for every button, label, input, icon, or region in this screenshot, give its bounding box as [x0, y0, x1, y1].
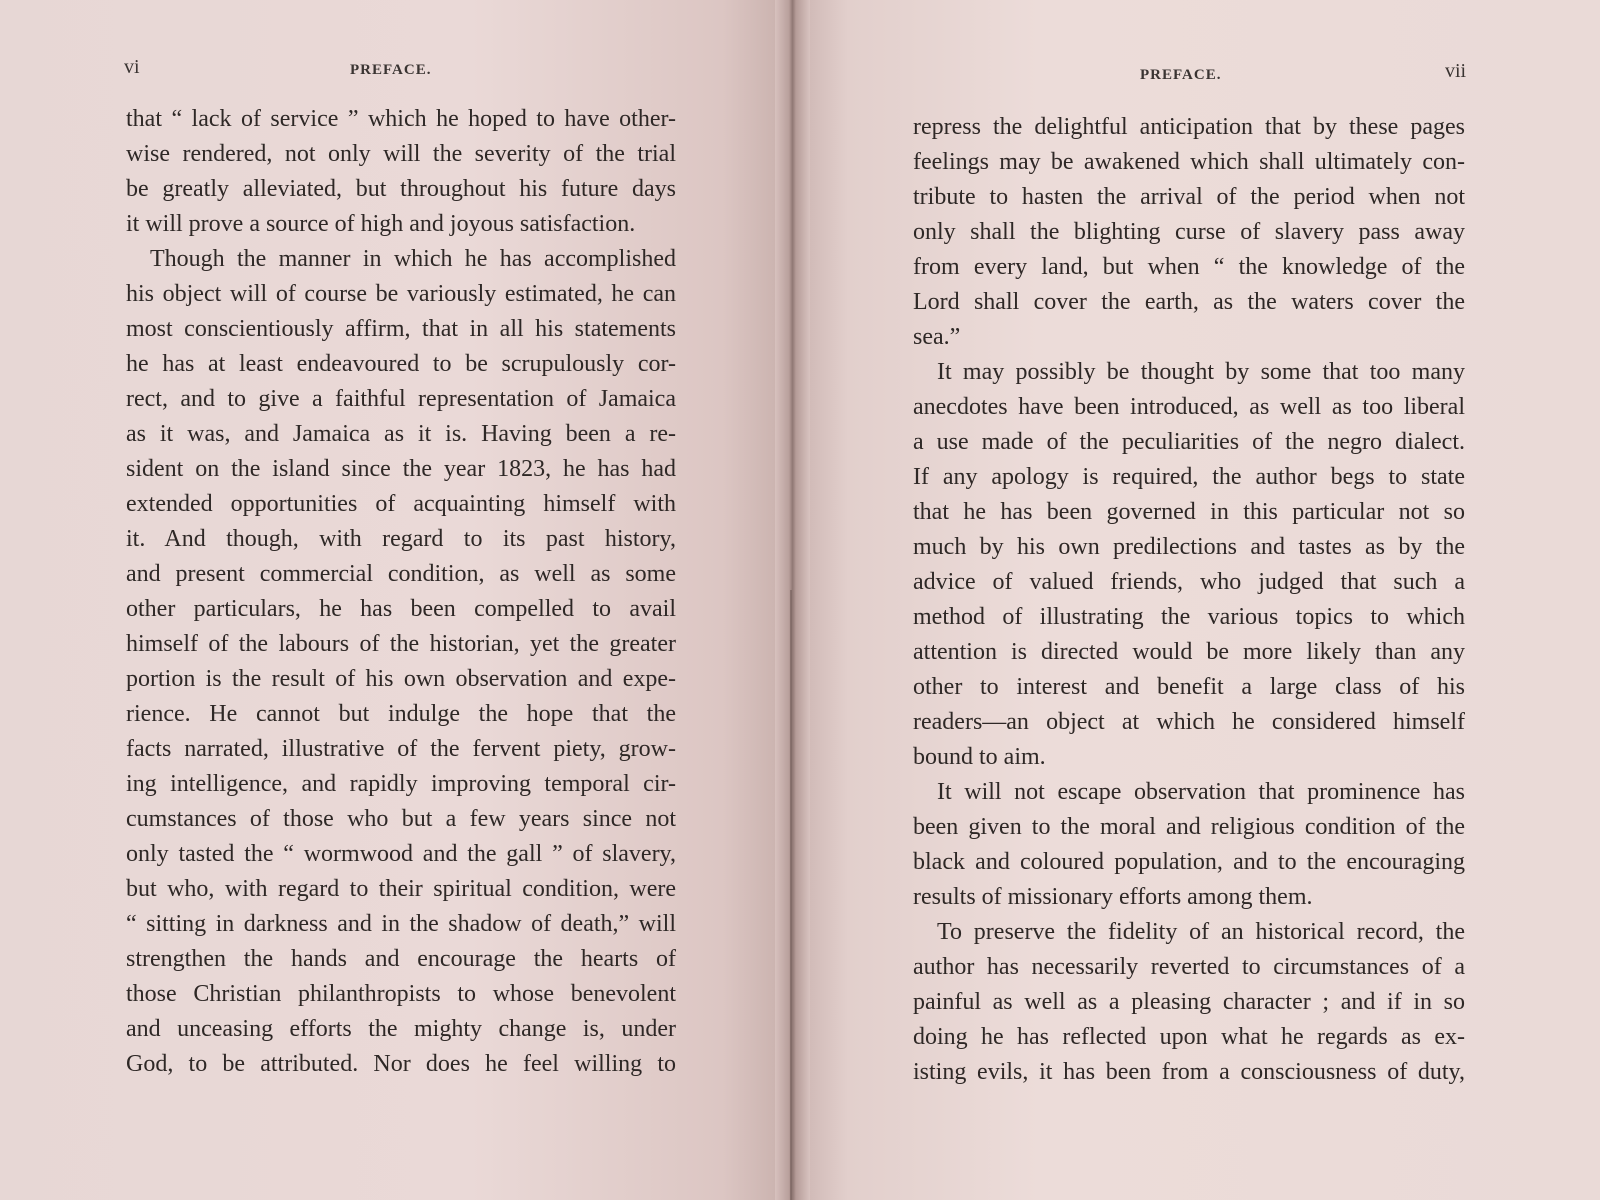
- text-line: his object will of course be variously estimated, he can: [126, 281, 676, 307]
- right-page: [800, 0, 1600, 1200]
- text-line: It will not escape observation that prominence has: [937, 779, 1465, 805]
- text-line: only tasted the “ wormwood and the gall ” of slavery,: [126, 841, 676, 867]
- text-line: most conscientiously affirm, that in all his statements: [126, 316, 676, 342]
- right-body-text: [913, 110, 1465, 1090]
- text-line: facts narrated, illustrative of the fervent piety, grow-: [126, 736, 676, 762]
- text-line: and unceasing efforts the mighty change is, under: [126, 1016, 676, 1042]
- text-line: To preserve the fidelity of an historical record, the: [937, 919, 1465, 945]
- text-line: If any apology is required, the author begs to state: [913, 464, 1465, 490]
- text-line: bound to aim.: [913, 744, 1046, 770]
- text-line: portion is the result of his own observation and expe-: [126, 666, 676, 692]
- text-line: only shall the blighting curse of slavery pass away: [913, 219, 1465, 245]
- left-page: [0, 0, 785, 1200]
- text-line: much by his own predilections and tastes as by the: [913, 534, 1465, 560]
- text-line: it will prove a source of high and joyous satisfaction.: [126, 211, 636, 237]
- text-line: results of missionary efforts among them.: [913, 884, 1313, 910]
- gutter-binding-thread: [790, 590, 792, 1200]
- text-line: method of illustrating the various topics to which: [913, 604, 1465, 630]
- text-line: tribute to hasten the arrival of the period when not: [913, 184, 1465, 210]
- left-body-text: [126, 102, 676, 1082]
- text-line: rience. He cannot but indulge the hope that the: [126, 701, 676, 727]
- text-line: sea.”: [913, 324, 961, 350]
- text-line: strengthen the hands and encourage the hearts of: [126, 946, 676, 972]
- text-line: been given to the moral and religious condition of the: [913, 814, 1465, 840]
- text-line: feelings may be awakened which shall ultimately con-: [913, 149, 1465, 175]
- left-page-number: vi: [124, 56, 140, 78]
- left-running-head: PREFACE.: [350, 62, 432, 78]
- text-line: repress the delightful anticipation that by these pages: [913, 114, 1465, 140]
- text-line: readers—an object at which he considered himself: [913, 709, 1465, 735]
- text-line: advice of valued friends, who judged that such a: [913, 569, 1465, 595]
- text-line: black and coloured population, and to the encouraging: [913, 849, 1465, 875]
- text-line: that he has been governed in this particular not so: [913, 499, 1465, 525]
- text-line: Though the manner in which he has accomplished: [150, 246, 676, 272]
- text-line: other particulars, he has been compelled to avail: [126, 596, 676, 622]
- text-line: rect, and to give a faithful representation of Jamaica: [126, 386, 676, 412]
- text-line: but who, with regard to their spiritual condition, were: [126, 876, 676, 902]
- text-line: attention is directed would be more likely than any: [913, 639, 1465, 665]
- right-running-head: PREFACE.: [1140, 67, 1222, 83]
- text-line: a use made of the peculiarities of the negro dialect.: [913, 429, 1465, 455]
- text-line: painful as well as a pleasing character ; and if in so: [913, 989, 1465, 1015]
- text-line: cumstances of those who but a few years since not: [126, 806, 676, 832]
- text-line: he has at least endeavoured to be scrupulously cor-: [126, 351, 676, 377]
- text-line: sident on the island since the year 1823, he has had: [126, 456, 676, 482]
- text-line: it. And though, with regard to its past history,: [126, 526, 676, 552]
- text-line: from every land, but when “ the knowledge of the: [913, 254, 1465, 280]
- text-line: Lord shall cover the earth, as the waters cover the: [913, 289, 1465, 315]
- text-line: those Christian philanthropists to whose benevolent: [126, 981, 676, 1007]
- text-line: that “ lack of service ” which he hoped to have other-: [126, 106, 676, 132]
- right-page-number: vii: [1445, 60, 1467, 82]
- text-line: himself of the labours of the historian, yet the greater: [126, 631, 676, 657]
- text-line: doing he has reflected upon what he regards as ex-: [913, 1024, 1465, 1050]
- text-line: “ sitting in darkness and in the shadow of death,” will: [126, 911, 676, 937]
- text-line: and present commercial condition, as well as some: [126, 561, 676, 587]
- text-line: God, to be attributed. Nor does he feel willing to: [126, 1051, 676, 1077]
- book-gutter: [775, 0, 810, 1200]
- text-line: ing intelligence, and rapidly improving temporal cir-: [126, 771, 676, 797]
- text-line: anecdotes have been introduced, as well as too liberal: [913, 394, 1465, 420]
- text-line: other to interest and benefit a large class of his: [913, 674, 1465, 700]
- text-line: extended opportunities of acquainting himself with: [126, 491, 676, 517]
- text-line: be greatly alleviated, but throughout his future days: [126, 176, 676, 202]
- text-line: It may possibly be thought by some that too many: [937, 359, 1465, 385]
- text-line: author has necessarily reverted to circumstances of a: [913, 954, 1465, 980]
- text-line: wise rendered, not only will the severity of the trial: [126, 141, 676, 167]
- text-line: isting evils, it has been from a consciousness of duty,: [913, 1059, 1465, 1085]
- text-line: as it was, and Jamaica as it is. Having been a re-: [126, 421, 676, 447]
